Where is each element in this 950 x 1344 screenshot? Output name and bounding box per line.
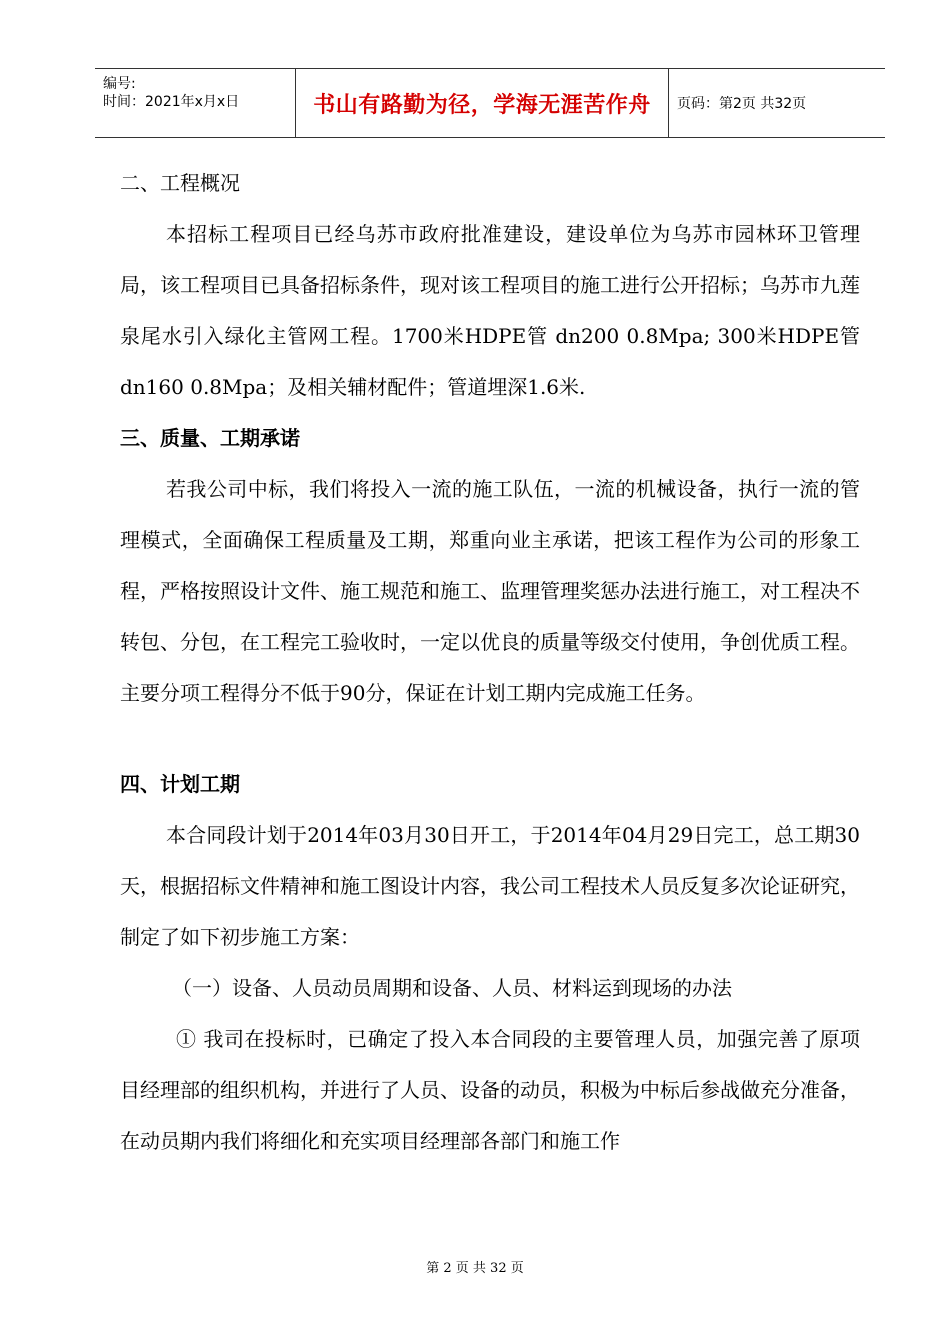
header-meta	[95, 69, 295, 137]
document-body	[120, 158, 860, 1167]
header-page-info: 页码：第2页 共32页	[677, 96, 807, 112]
subsection-title: （一）设备、人员动员周期和设备、人员、材料运到现场的办法	[172, 976, 732, 1000]
spacer	[120, 719, 860, 759]
page-footer: 第 2 页 共 32 页	[426, 1261, 524, 1276]
paragraph: 本招标工程项目已经乌苏市政府批准建设，建设单位为乌苏市园林环卫管理局，该工程项目已具备招标条件，现对该工程项目的施工进行公开招标；乌苏市九莲泉尾水引入绿化主管网工程。1700米HDPE管 dn200 0.8Mpa; 300米HDPE管 dn160 0.8Mpa；及相关辅材配件；管道埋深1.6米.	[120, 222, 860, 399]
section-title: 二、工程概况	[120, 171, 240, 195]
paragraph: 若我公司中标，我们将投入一流的施工队伍，一流的机械设备，执行一流的管理模式，全面确保工程质量及工期，郑重向业主承诺，把该工程作为公司的形象工程，严格按照设计文件、施工规范和施工、监理管理奖惩办法进行施工，对工程决不转包、分包，在工程完工验收时，一定以优良的质量等级交付使用，争创优质工程。主要分项工程得分不低于90分，保证在计划工期内完成施工任务。	[120, 477, 860, 705]
header-motto: 书山有路勤为径，学海无涯苦作舟	[313, 92, 651, 118]
list-item: ① 我司在投标时，已确定了投入本合同段的主要管理人员，加强完善了原项目经理部的组织机构，并进行了人员、设备的动员，积极为中标后参战做充分准备，在动员期内我们将细化和充实项目经理部各部门和施工作	[120, 1027, 860, 1153]
paragraph: 本合同段计划于2014年03月30日开工，于2014年04月29日完工，总工期30天，根据招标文件精神和施工图设计内容，我公司工程技术人员反复多次论证研究，制定了如下初步施工方案：	[120, 823, 860, 949]
time-label: 时间：2021年x月x日	[103, 94, 240, 110]
document-header	[95, 68, 885, 138]
number-label: 编号:	[103, 76, 136, 92]
section-title: 四、计划工期	[120, 772, 240, 796]
section-title: 三、质量、工期承诺	[120, 426, 300, 450]
